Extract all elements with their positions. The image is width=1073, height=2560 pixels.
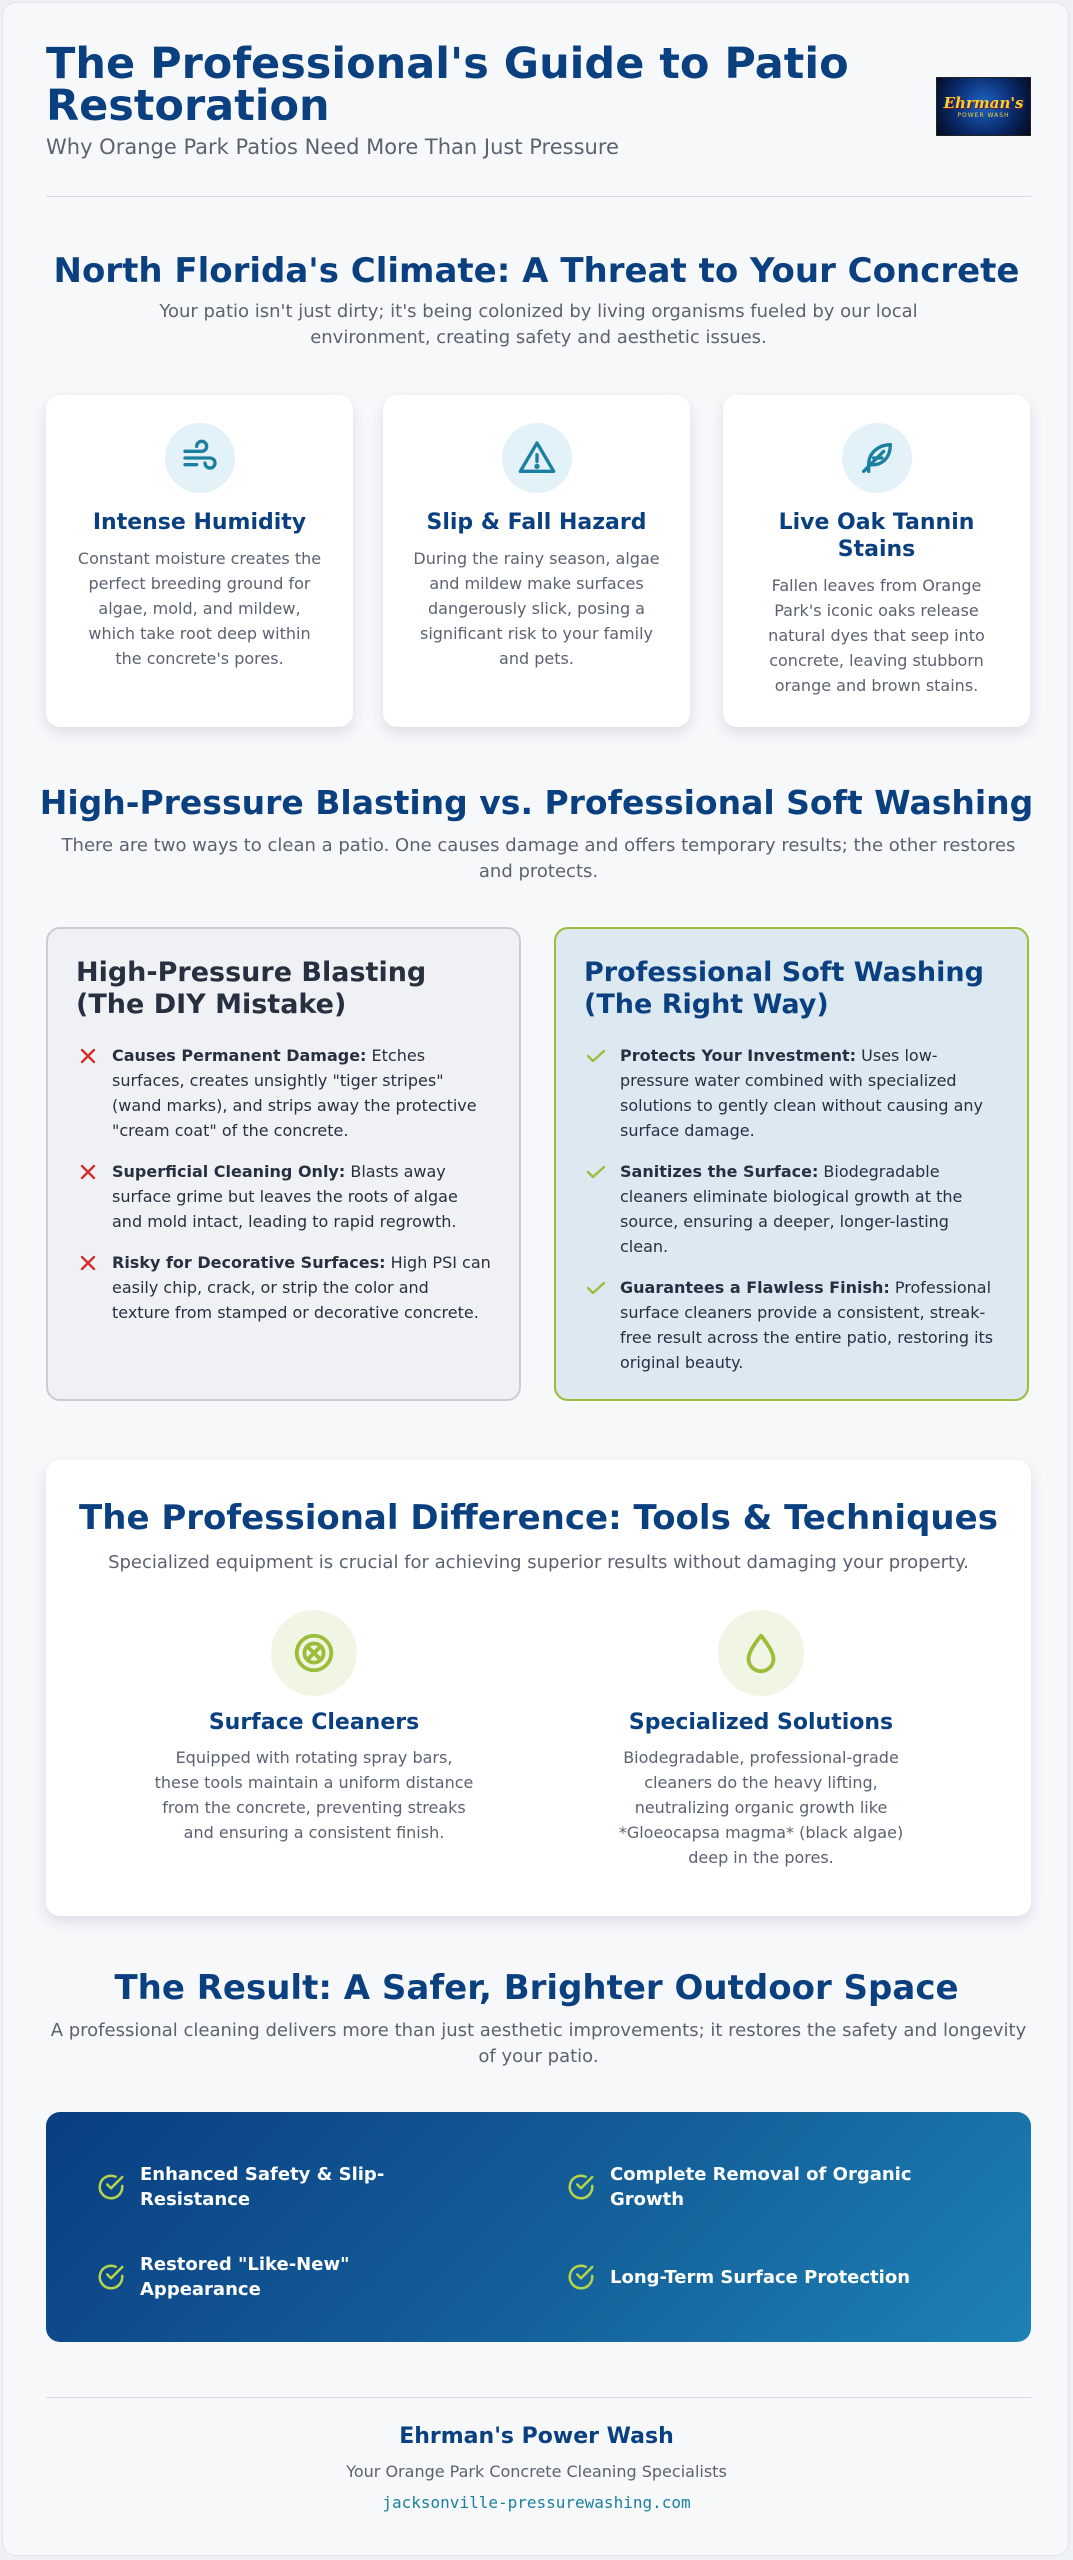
- company-logo: [936, 77, 1031, 136]
- item-text: Professional surface cleaners provide a consistent, streak-free result across the entire patio, restoring its original beauty.: [620, 1278, 994, 1372]
- result-section-title: The Result: A Safer, Brighter Outdoor Space: [114, 1968, 959, 2008]
- card-title: Slip & Fall Hazard: [426, 510, 647, 535]
- climate-section-title: North Florida's Climate: A Threat to Your Concrete: [53, 251, 1020, 291]
- tool-surface-cleaners: [154, 1610, 474, 1845]
- x-mark-icon: [76, 1160, 100, 1184]
- climate-section-description: Your patio isn't just dirty; it's being colonized by living organisms fueled by our local environment, creating safety and aesthetic issues.: [159, 301, 918, 348]
- item-bold: Superficial Cleaning Only:: [112, 1162, 346, 1181]
- benefit-label: Long-Term Surface Protection: [610, 2266, 911, 2288]
- panel-title: High-Pressure Blasting (The DIY Mistake): [76, 957, 427, 1020]
- item-bold: Causes Permanent Damage:: [112, 1046, 367, 1065]
- card-text: Fallen leaves from Orange Park's iconic oaks release natural dyes that seep into concrete, leaving stubborn orange and brown stains.: [768, 576, 985, 695]
- tool-title: Surface Cleaners: [208, 1710, 420, 1735]
- benefit-label: Enhanced Safety & Slip-Resistance: [140, 2164, 385, 2210]
- header-divider: [46, 196, 1031, 197]
- check-circle-icon: [96, 2262, 126, 2292]
- wind-icon: [165, 423, 235, 493]
- card-title: Live Oak Tannin Stains: [778, 510, 975, 562]
- panel-title: Professional Soft Washing (The Right Way): [584, 957, 984, 1020]
- high-pressure-list: [76, 1043, 491, 1325]
- item-bold: Risky for Decorative Surfaces:: [112, 1253, 386, 1272]
- item-text: High PSI can easily chip, crack, or strip the color and texture from stamped or decorative concrete.: [112, 1253, 491, 1322]
- result-benefits-panel: [46, 2112, 1031, 2342]
- list-item: [584, 1275, 999, 1375]
- tools-section-description: Specialized equipment is crucial for achieving superior results without damaging your property.: [108, 1552, 969, 1573]
- item-text: Biodegradable cleaners eliminate biological growth at the source, ensuring a deeper, longer-lasting clean.: [620, 1162, 963, 1256]
- header: [46, 39, 1031, 198]
- item-text: Blasts away surface grime but leaves the roots of algae and mold intact, leading to rapid regrowth.: [112, 1162, 458, 1231]
- comparison-section-description: There are two ways to clean a patio. One causes damage and offers temporary results; the other restores and protects.: [61, 835, 1016, 882]
- footer-tagline: Your Orange Park Concrete Cleaning Specialists: [346, 2462, 727, 2481]
- item-bold: Guarantees a Flawless Finish:: [620, 1278, 890, 1297]
- footer-company-name: Ehrman's Power Wash: [399, 2424, 674, 2449]
- climate-card-tannin-stains: [723, 395, 1030, 727]
- item-text: Etches surfaces, creates unsightly "tiger stripes" (wand marks), and strips away the protective "cream coat" of the concrete.: [112, 1046, 477, 1140]
- benefit-label: Restored "Like-New" Appearance: [140, 2254, 350, 2300]
- item-text: Uses low-pressure water combined with specialized solutions to gently clean without causing any surface damage.: [620, 1046, 984, 1140]
- high-pressure-panel: [46, 927, 521, 1401]
- footer-divider: [46, 2397, 1031, 2398]
- tool-specialized-solutions: [601, 1610, 921, 1870]
- warning-triangle-icon: [502, 423, 572, 493]
- feather-icon: [842, 423, 912, 493]
- surface-cleaner-icon: [271, 1610, 357, 1696]
- logo-text: Ehrman's: [943, 94, 1024, 112]
- result-section-description: A professional cleaning delivers more than just aesthetic improvements; it restores the safety and longevity of your patio.: [50, 2020, 1027, 2067]
- benefit-item: [566, 2162, 946, 2212]
- comparison-section-title: High-Pressure Blasting vs. Professional Soft Washing: [39, 783, 1034, 822]
- tool-title: Specialized Solutions: [628, 1710, 894, 1735]
- page-title: The Professional's Guide to Patio Restoration: [46, 39, 849, 131]
- checkmark-icon: [584, 1276, 608, 1300]
- page-subtitle: Why Orange Park Patios Need More Than Just Pressure: [46, 135, 619, 159]
- x-mark-icon: [76, 1044, 100, 1068]
- soft-washing-list: [584, 1043, 999, 1375]
- card-text: During the rainy season, algae and mildew make surfaces dangerously slick, posing a significant risk to your family and pets.: [413, 549, 660, 668]
- checkmark-icon: [584, 1160, 608, 1184]
- check-circle-icon: [566, 2262, 596, 2292]
- list-item: [76, 1043, 491, 1143]
- benefit-item: [96, 2162, 476, 2212]
- item-bold: Sanitizes the Surface:: [620, 1162, 819, 1181]
- benefit-item: [96, 2252, 476, 2302]
- tool-text: Biodegradable, professional-grade cleaners do the heavy lifting, neutralizing organic growth like *Gloeocapsa magma* (black algae) deep in the pores.: [618, 1748, 904, 1867]
- logo-small-text: POWER WASH: [957, 112, 1010, 119]
- x-mark-icon: [76, 1251, 100, 1275]
- tools-section-title: The Professional Difference: Tools & Techniques: [79, 1498, 998, 1538]
- soft-washing-panel: [554, 927, 1029, 1401]
- footer-website-link[interactable]: jacksonville-pressurewashing.com: [382, 2493, 691, 2512]
- climate-card-humidity: [46, 395, 353, 727]
- card-text: Constant moisture creates the perfect breeding ground for algae, mold, and mildew, which take root deep within the concrete's pores.: [77, 549, 322, 668]
- infographic-page: [2, 2, 1069, 2556]
- item-bold: Protects Your Investment:: [620, 1046, 857, 1065]
- check-circle-icon: [566, 2172, 596, 2202]
- droplet-icon: [718, 1610, 804, 1696]
- tool-text: Equipped with rotating spray bars, these tools maintain a uniform distance from the concrete, preventing streaks and ensuring a consistent finish.: [154, 1748, 474, 1842]
- climate-card-slip-hazard: [383, 395, 690, 727]
- card-title: Intense Humidity: [92, 510, 307, 535]
- checkmark-icon: [584, 1044, 608, 1068]
- tools-panel: [46, 1460, 1031, 1916]
- benefit-label: Complete Removal of Organic Growth: [610, 2164, 912, 2210]
- check-circle-icon: [96, 2172, 126, 2202]
- benefit-item: [566, 2252, 946, 2302]
- list-item: [76, 1159, 491, 1234]
- list-item: [584, 1159, 999, 1259]
- list-item: [76, 1250, 491, 1325]
- list-item: [584, 1043, 999, 1143]
